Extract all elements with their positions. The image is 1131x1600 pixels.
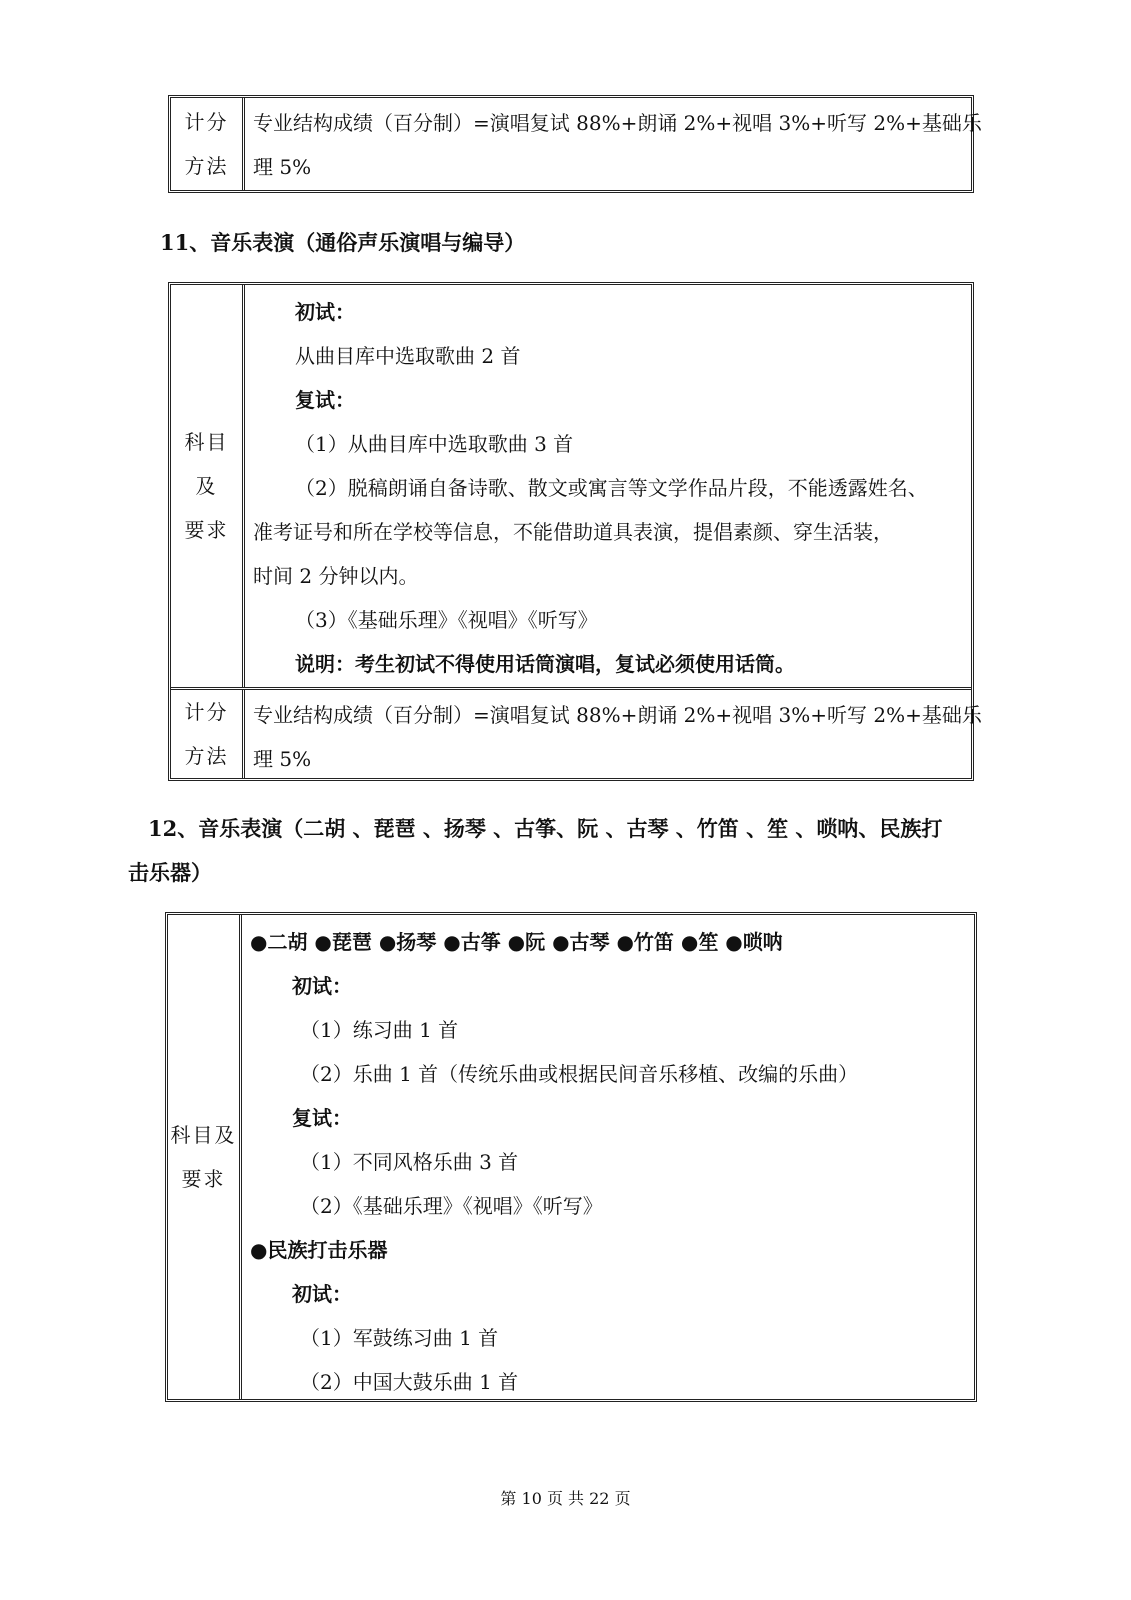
page-number: 第 10 页 共 22 页: [500, 1489, 631, 1508]
text-line: （1）练习曲 1 首: [300, 1018, 459, 1042]
text-line: （1）军鼓练习曲 1 首: [300, 1326, 499, 1350]
section-heading-continued: 击乐器）: [128, 860, 212, 885]
text-line: 复试：: [292, 1106, 352, 1130]
text-line: （2）中国大鼓乐曲 1 首: [300, 1370, 519, 1394]
row-label: [168, 915, 242, 1399]
text-line: （2）乐曲 1 首（传统乐曲或根据民间音乐移植、改编的乐曲）: [300, 1062, 859, 1086]
text-line: 理 5%: [253, 747, 312, 771]
label-line: 及: [195, 474, 218, 498]
instrument-list: ●二胡 ●琵琶 ●扬琴 ●古筝 ●阮 ●古琴 ●竹笛 ●笙 ●唢呐: [250, 930, 783, 954]
text-line: 时间 2 分钟以内。: [253, 564, 419, 588]
text-line: （2）脱稿朗诵自备诗歌、散文或寓言等文学作品片段，不能透露姓名、: [295, 476, 928, 500]
requirements-row: [171, 285, 971, 687]
text-line: 准考证号和所在学校等信息，不能借助道具表演，提倡素颜、穿生活装，: [253, 520, 893, 544]
scoring-table-top: [168, 95, 982, 193]
requirements-table-11: [168, 282, 982, 781]
requirements-row: [168, 915, 974, 1399]
scoring-row: [171, 687, 982, 778]
label-line: 要求: [181, 1167, 226, 1191]
text-line: 理 5%: [253, 155, 312, 179]
row-content: [246, 915, 974, 1399]
text-line: 复试：: [295, 388, 355, 412]
label-line: 科目: [184, 430, 229, 454]
row-content: [249, 285, 971, 687]
row-label: [171, 98, 245, 190]
text-line: 初试：: [292, 1282, 352, 1306]
text-line: （2）《基础乐理》《视唱》《听写》: [300, 1194, 603, 1218]
text-line: 专业结构成绩（百分制）=演唱复试 88%+朗诵 2%+视唱 3%+听写 2%+基础乐: [253, 111, 982, 135]
text-line: 从曲目库中选取歌曲 2 首: [295, 344, 521, 368]
row-content: [249, 690, 982, 778]
label-line: 科目及: [170, 1123, 237, 1147]
section-heading: 11、音乐表演（通俗声乐演唱与编导）: [160, 230, 526, 255]
text-line: （1）不同风格乐曲 3 首: [300, 1150, 519, 1174]
row-label: [171, 690, 245, 778]
row-content: [249, 98, 982, 190]
scoring-row: [171, 98, 982, 190]
label-line: 方法: [184, 744, 229, 768]
text-line: 初试：: [292, 974, 352, 998]
instrument-heading: ●民族打击乐器: [250, 1238, 388, 1262]
text-line: （3）《基础乐理》《视唱》《听写》: [295, 608, 598, 632]
label-line: 要求: [184, 518, 229, 542]
requirements-table-12: [165, 912, 977, 1402]
label-line: 计分: [184, 700, 229, 724]
row-label: [171, 285, 245, 687]
section-heading: 12、音乐表演（二胡 、琵琶 、扬琴 、古筝、阮 、古琴 、竹笛 、笙 、唢呐、民族打: [148, 816, 943, 841]
label-line: 计分: [184, 110, 229, 134]
text-line: 初试：: [295, 300, 355, 324]
text-line: （1）从曲目库中选取歌曲 3 首: [295, 432, 574, 456]
label-line: 方法: [184, 154, 229, 178]
text-line: 说明：考生初试不得使用话筒演唱，复试必须使用话筒。: [295, 652, 795, 676]
text-line: 专业结构成绩（百分制）=演唱复试 88%+朗诵 2%+视唱 3%+听写 2%+基础乐: [253, 703, 982, 727]
